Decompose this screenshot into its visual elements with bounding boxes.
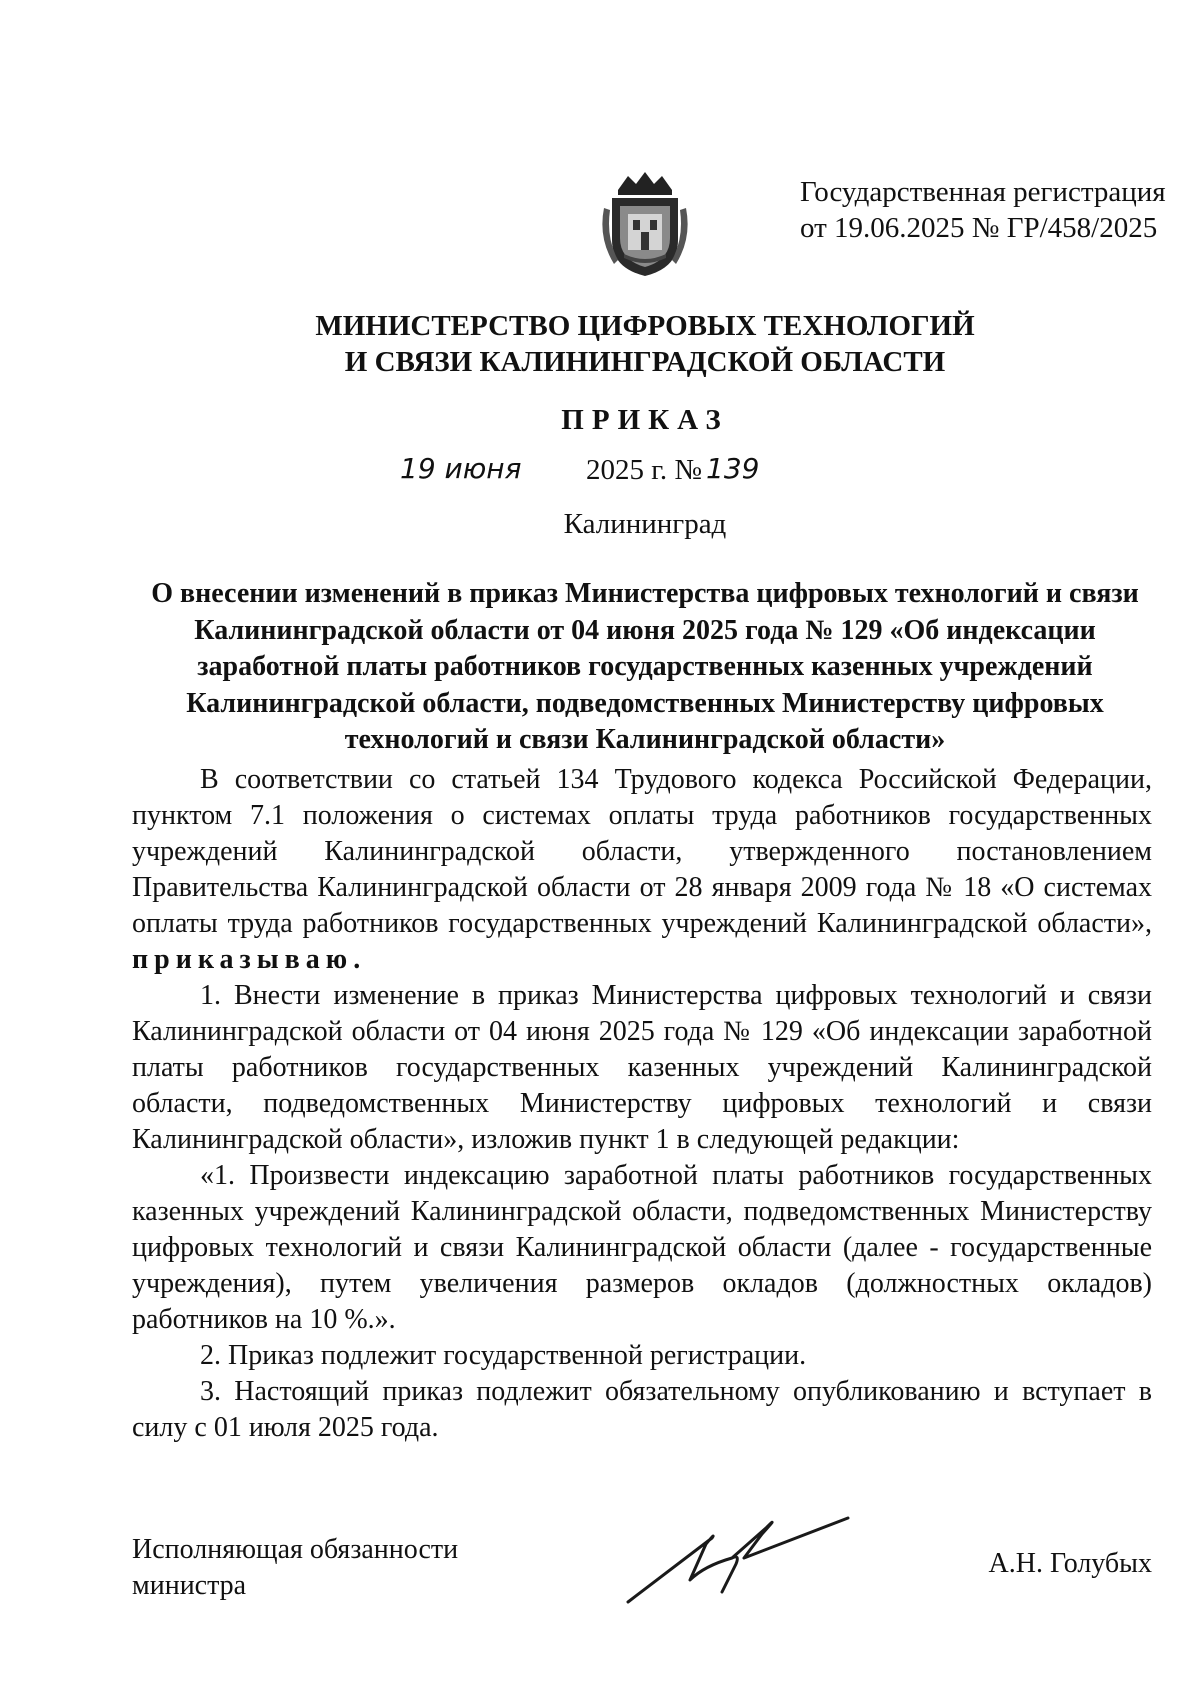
order-year-label: 2025 г. № <box>586 454 703 486</box>
order-city: Калининград <box>563 508 727 540</box>
handwritten-signature <box>620 1510 890 1610</box>
order-word: приказываю <box>132 944 354 975</box>
subject-line-4: Калининградской области, подведомственных Министерству цифровых <box>186 687 1104 719</box>
order-subject <box>130 576 1160 759</box>
order-date-line <box>400 450 820 494</box>
signer-position-line-1: Исполняющая обязанности <box>132 1534 459 1565</box>
signer-position-line-2: министра <box>132 1570 247 1601</box>
order-title: ПРИКАЗ <box>561 404 729 436</box>
signer-position <box>132 1532 532 1604</box>
body-paragraph-item-1: 1. Внести изменение в приказ Министерства цифровых технологий и связи Калининградской области от 04 июня 2025 года № 129 «Об индексации заработной платы работников государственных казенных учреждений Калининградской области, подведомственных Министерству цифровых технологий и связи Калининградской области», изложив пункт 1 в следующей редакции: <box>132 980 1152 1155</box>
body-paragraph-item-1-quote: «1. Произвести индексацию заработной платы работников государственных казенных учреждений Калининградской области, подведомственных Министерству цифровых технологий и связи Калининградской области (далее - государственные учреждения), путем увеличения размеров окладов (должностных окладов) работников на 10 %.». <box>132 1160 1152 1335</box>
registration-line-2: от 19.06.2025 № ГР/458/2025 <box>800 212 1158 244</box>
registration-stamp <box>800 174 1180 246</box>
body-paragraph-item-2: 2. Приказ подлежит государственной регистрации. <box>200 1340 807 1371</box>
ministry-name-line-1: МИНИСТЕРСТВО ЦИФРОВЫХ ТЕХНОЛОГИЙ <box>315 310 975 342</box>
order-body <box>132 762 1152 1446</box>
coat-of-arms-emblem <box>598 168 692 280</box>
body-paragraph-item-3: 3. Настоящий приказ подлежит обязательному опубликованию и вступает в силу с 01 июля 2025 года. <box>132 1376 1152 1443</box>
registration-line-1: Государственная регистрация <box>800 176 1166 208</box>
ministry-name-line-2: И СВЯЗИ КАЛИНИНГРАДСКОЙ ОБЛАСТИ <box>344 346 946 378</box>
signer-name: А.Н. Голубых <box>988 1548 1152 1579</box>
subject-line-3: заработной платы работников государственных казенных учреждений <box>197 651 1093 682</box>
subject-line-1: О внесении изменений в приказ Министерства цифровых технологий и связи <box>151 578 1139 609</box>
intro-text: В соответствии со статьей 134 Трудового кодекса Российской Федерации, пунктом 7.1 положения о системах оплаты труда работников государственных учреждений Калининградской области, утвержденного постановлением Правительства Калининградской области от 28 января 2009 года № 18 «О системах оплаты труда работников государственных учреждений Калининградской области», <box>132 764 1152 939</box>
subject-line-2: Калининградской области от 04 июня 2025 года № 129 «Об индексации <box>194 614 1096 646</box>
handwritten-date: 19 июня <box>400 452 522 485</box>
body-paragraph-intro <box>132 762 1152 978</box>
subject-line-5: технологий и связи Калининградской области» <box>344 724 946 755</box>
order-word-suffix: . <box>353 944 361 975</box>
ministry-name <box>160 308 1130 380</box>
handwritten-order-number: 139 <box>706 452 760 485</box>
